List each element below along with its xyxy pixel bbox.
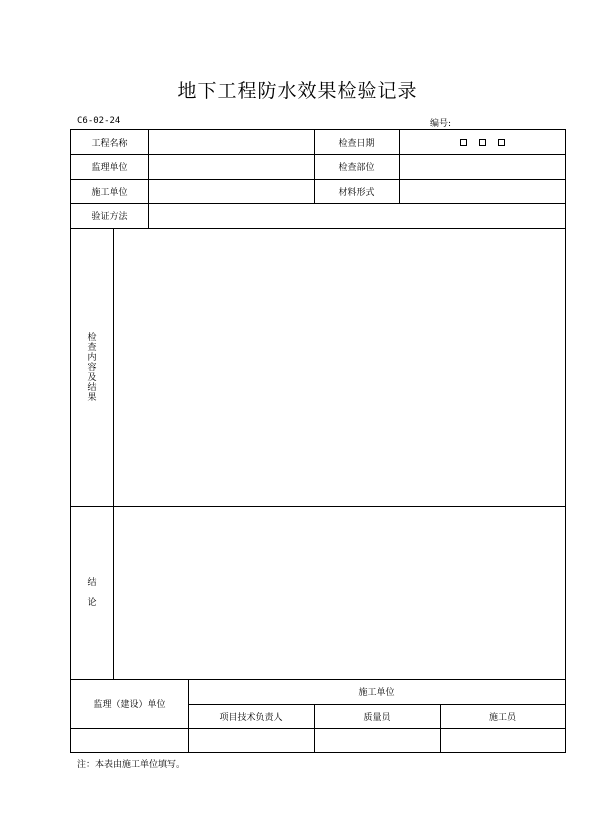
supervision-sign-field[interactable] xyxy=(71,728,188,752)
inspect-part-field[interactable] xyxy=(399,154,565,179)
inspect-date-field[interactable] xyxy=(399,130,565,154)
footnote: 注：本表由施工单位填写。 xyxy=(77,760,186,770)
material-form-label: 材料形式 xyxy=(338,187,375,198)
inspect-part-label: 检查部位 xyxy=(338,163,375,173)
supervision-unit-field[interactable] xyxy=(148,154,314,179)
inspect-date-label: 检查日期 xyxy=(338,138,375,149)
page-title: 地下工程防水效果检验记录 xyxy=(177,80,418,102)
record-table xyxy=(70,129,566,753)
date-month-box xyxy=(479,139,486,146)
conclusion-label-1: 结 xyxy=(87,578,97,588)
content-area[interactable] xyxy=(114,229,565,506)
project-name-label: 工程名称 xyxy=(91,138,128,149)
conclusion-label-2: 论 xyxy=(87,598,97,608)
worker-sign-field[interactable] xyxy=(440,728,565,752)
worker-label: 施工员 xyxy=(488,712,516,723)
conclusion-area[interactable] xyxy=(114,507,565,679)
date-day-box xyxy=(498,139,505,146)
date-year-box xyxy=(460,139,467,146)
supervision-sign-label: 监理（建设）单位 xyxy=(93,700,166,710)
construction-unit-label: 施工单位 xyxy=(91,187,128,198)
quality-inspector-label: 质量员 xyxy=(363,712,391,723)
serial-label: 编号: xyxy=(430,119,452,129)
verify-method-field[interactable] xyxy=(148,203,565,228)
tech-lead-sign-field[interactable] xyxy=(188,728,314,752)
tech-lead-label: 项目技术负责人 xyxy=(219,712,283,723)
project-name-field[interactable] xyxy=(148,130,314,154)
supervision-unit-label: 监理单位 xyxy=(91,163,128,173)
form-code: C6-02-24 xyxy=(77,116,121,126)
construction-sign-label: 施工单位 xyxy=(358,688,395,698)
quality-sign-field[interactable] xyxy=(314,728,440,752)
verify-method-label: 验证方法 xyxy=(91,212,128,222)
material-form-field[interactable] xyxy=(399,179,565,203)
construction-unit-field[interactable] xyxy=(148,179,314,203)
content-section-label: 检 查 内 容 及 结 果 xyxy=(87,333,97,403)
